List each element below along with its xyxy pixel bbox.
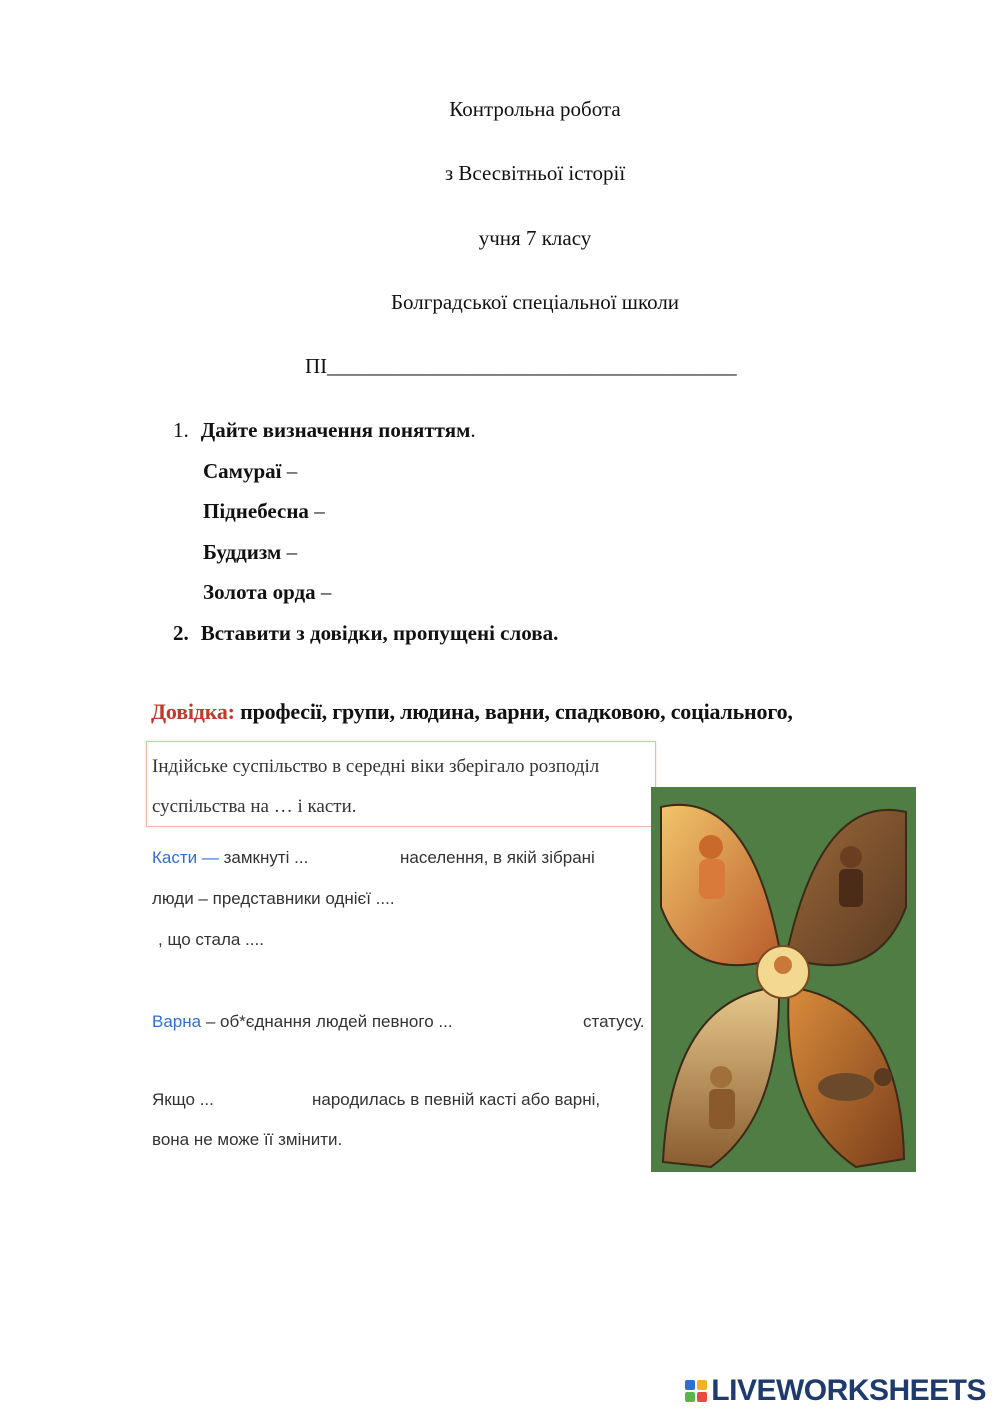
liveworksheets-logo-icon [685,1380,707,1402]
title-line-3: учня 7 класу [478,226,592,250]
figure-warrior-body [839,869,863,907]
name-blank-line[interactable]: _______________________________________ [327,354,737,378]
term-samurai [203,459,297,484]
varna-illustration-image [651,787,916,1172]
term-buddhism [203,540,297,565]
varna-term: Варна [152,1012,202,1031]
reference-line [151,699,793,725]
name-field-row [305,354,737,379]
term-dash: – [315,580,332,604]
question-1-number: 1. [173,418,189,442]
kasty-text-2: населення, в якій зібрані [400,848,595,867]
varna-line [152,1012,453,1032]
question-1 [173,418,476,443]
figure-priest [699,835,723,859]
exercise-intro-line-1: Індійське суспільство в середні віки зберігало розподіл [152,756,600,777]
term-golden-horde [203,580,331,605]
name-label: ПІ [305,354,328,378]
yakshcho-line-2: вона не може її змінити. [152,1130,343,1149]
reference-words: професії, групи, людина, варни, спадковою, соціального, [240,699,793,724]
figure-merchant [710,1066,732,1088]
reference-label: Довідка: [151,699,235,724]
figure-priest-body [699,859,725,899]
figure-ox [818,1073,874,1101]
question-2-text: Вставити з довідки, пропущені слова. [200,621,559,645]
liveworksheets-logo-text: LIVEWORKSHEETS [711,1374,986,1407]
figure-farmer [874,1068,892,1086]
liveworksheets-logo [685,1374,986,1408]
term-pidnebesna [203,499,325,524]
question-2-number: 2. [173,621,189,645]
title-line-4: Болградської спеціальної школи [390,290,680,314]
varna-illustration-svg [651,787,916,1172]
figure-warrior [840,846,862,868]
kasty-line-2: люди – представники однієї .... [152,889,395,908]
term-label: Золота орда [203,580,316,604]
term-label: Піднебесна [203,499,309,523]
yakshcho-text-1: Якщо ... [152,1090,214,1109]
term-dash: – [308,499,325,523]
title-line-1: Контрольна робота [449,97,621,121]
varna-text: – об*єднання людей певного ... [201,1012,453,1031]
exercise-intro-line-2: суспільства на … і касти. [152,796,357,817]
yakshcho-text-2: народилась в певній касті або варні, [312,1090,601,1109]
varna-end: статусу. [583,1012,645,1031]
kasty-line-1 [152,848,308,868]
question-1-suffix: . [470,418,476,442]
term-label: Буддизм [203,540,282,564]
title-line-2: з Всесвітньої історії [444,161,626,185]
term-dash: – [281,459,298,483]
kasty-line-3: , що стала .... [158,930,264,949]
kasty-term: Касти — [152,848,219,867]
figure-merchant-body [709,1089,735,1129]
kasty-text-1: замкнуті ... [218,848,309,867]
term-dash: – [281,540,298,564]
center-figure-head [774,956,792,974]
question-2 [173,621,558,646]
term-label: Самураї [203,459,282,483]
question-1-text: Дайте визначення поняттям [200,418,471,442]
